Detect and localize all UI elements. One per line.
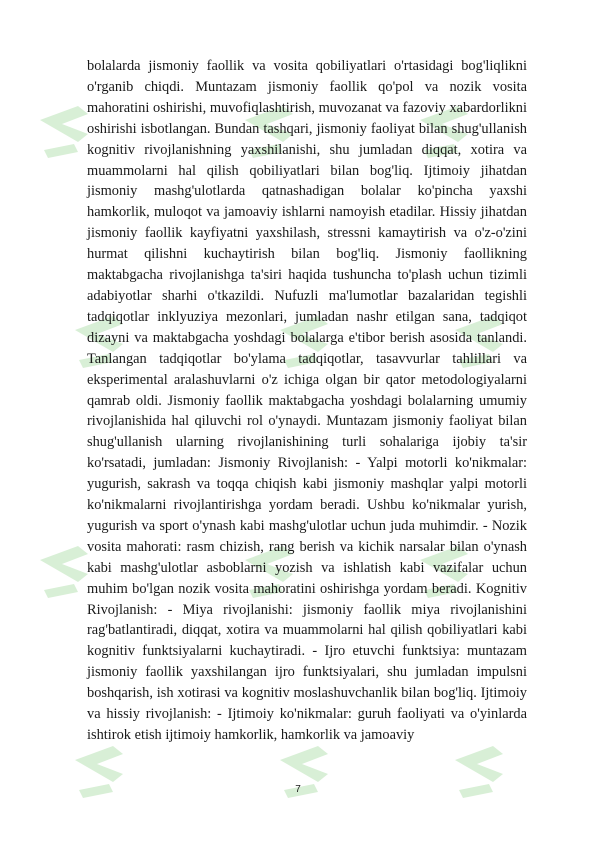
watermark-mark: [40, 106, 88, 158]
body-paragraph: bolalarda jismoniy faollik va vosita qobiliyatlari o'rtasidagi bog'liqlikni o'rganib chiqdi. Muntazam jismoniy faollik qo'pol va nozik vosita mahoratini oshirishi, muvofiqlashtirish, muvozanat va fazoviy xabardorlikni oshirishi isbotlangan. Bundan tashqari, jismoniy faoliyat bilan shug'ullanish kognitiv rivojlanishning yaxshilanishi, shu jumladan diqqat, xotira va muammolarni hal qilish qobiliyatlari bilan bog'liq. Ijtimoiy jihatdan jismoniy mashg'ulotlarda qatnashadigan bolalar ko'pincha yaxshi hamkorlik, muloqot va jamoaviy ishlarni namoyish etadilar. Hissiy jihatdan jismoniy faollik kayfiyatni yaxshilash, stressni kamaytirish va o'z-o'zini hurmat qilishni kuchaytirish bilan bog'liq. Jismoniy faollikning maktabgacha rivojlanishga ta'siri haqida tushuncha to'plash uchun tizimli adabiyotlar sharhi o'tkazildi. Nufuzli ma'lumotlar bazalaridan tegishli tadqiqotlar inklyuziya mezonlari, jumladan nashr etilgan sana, tadqiqot dizayni va maktabgacha yoshdagi bolalarga e'tibor berish asosida tanlandi. Tanlangan tadqiqotlar bo'ylama tadqiqotlar, tasavvurlar tahlillari va eksperimental aralashuvlarni o'z ichiga olgan bir qator metodologiyalarni qamrab oldi. Jismoniy faollik maktabgacha yoshdagi bolalarning umumiy rivojlanishida hal qiluvchi rol o'ynaydi. Muntazam jismoniy faoliyat bilan shug'ullanish ularning rivojlanishining turli sohalariga ijobiy ta'sir ko'rsatadi, jumladan: Jismoniy Rivojlanish: - Yalpi motorli ko'nikmalar: yugurish, sakrash va toqqa chiqish kabi jismoniy mashqlar yalpi motorli ko'nikmalarni rivojlantirishga yordam beradi. Ushbu ko'nikmalar yurish, yugurish va sport o'ynash kabi mashg'ulotlar uchun juda muhimdir. - Nozik vosita mahorati: rasm chizish, rang berish va kichik narsalar bilan o'ynash kabi mashg'ulotlar asboblarni yozish va ishlatish kabi vazifalar uchun muhim bo'lgan nozik vosita mahoratini oshirishga yordam beradi. Kognitiv Rivojlanish: - Miya rivojlanishi: jismoniy faollik miya rivojlanishini rag'batlantiradi, diqqat, xotira va muammolarni hal qilish qobiliyatlari kabi kognitiv funktsiyalarni kuchaytiradi. - Ijro etuvchi funktsiya: muntazam jismoniy faollik yaxshilangan ijro funktsiyalari, shu jumladan impulsni boshqarish, ish xotirasi va kognitiv moslashuvchanlik bilan bog'liq. Ijtimoiy va hissiy rivojlanish: - Ijtimoiy ko'nikmalar: guruh faoliyati va o'yinlarda ishtirok etish ijtimoiy hamkorlik, hamkorlik va jamoaviy: [87, 58, 527, 743]
page-number: 7: [295, 784, 301, 795]
watermark-mark: [40, 546, 88, 598]
